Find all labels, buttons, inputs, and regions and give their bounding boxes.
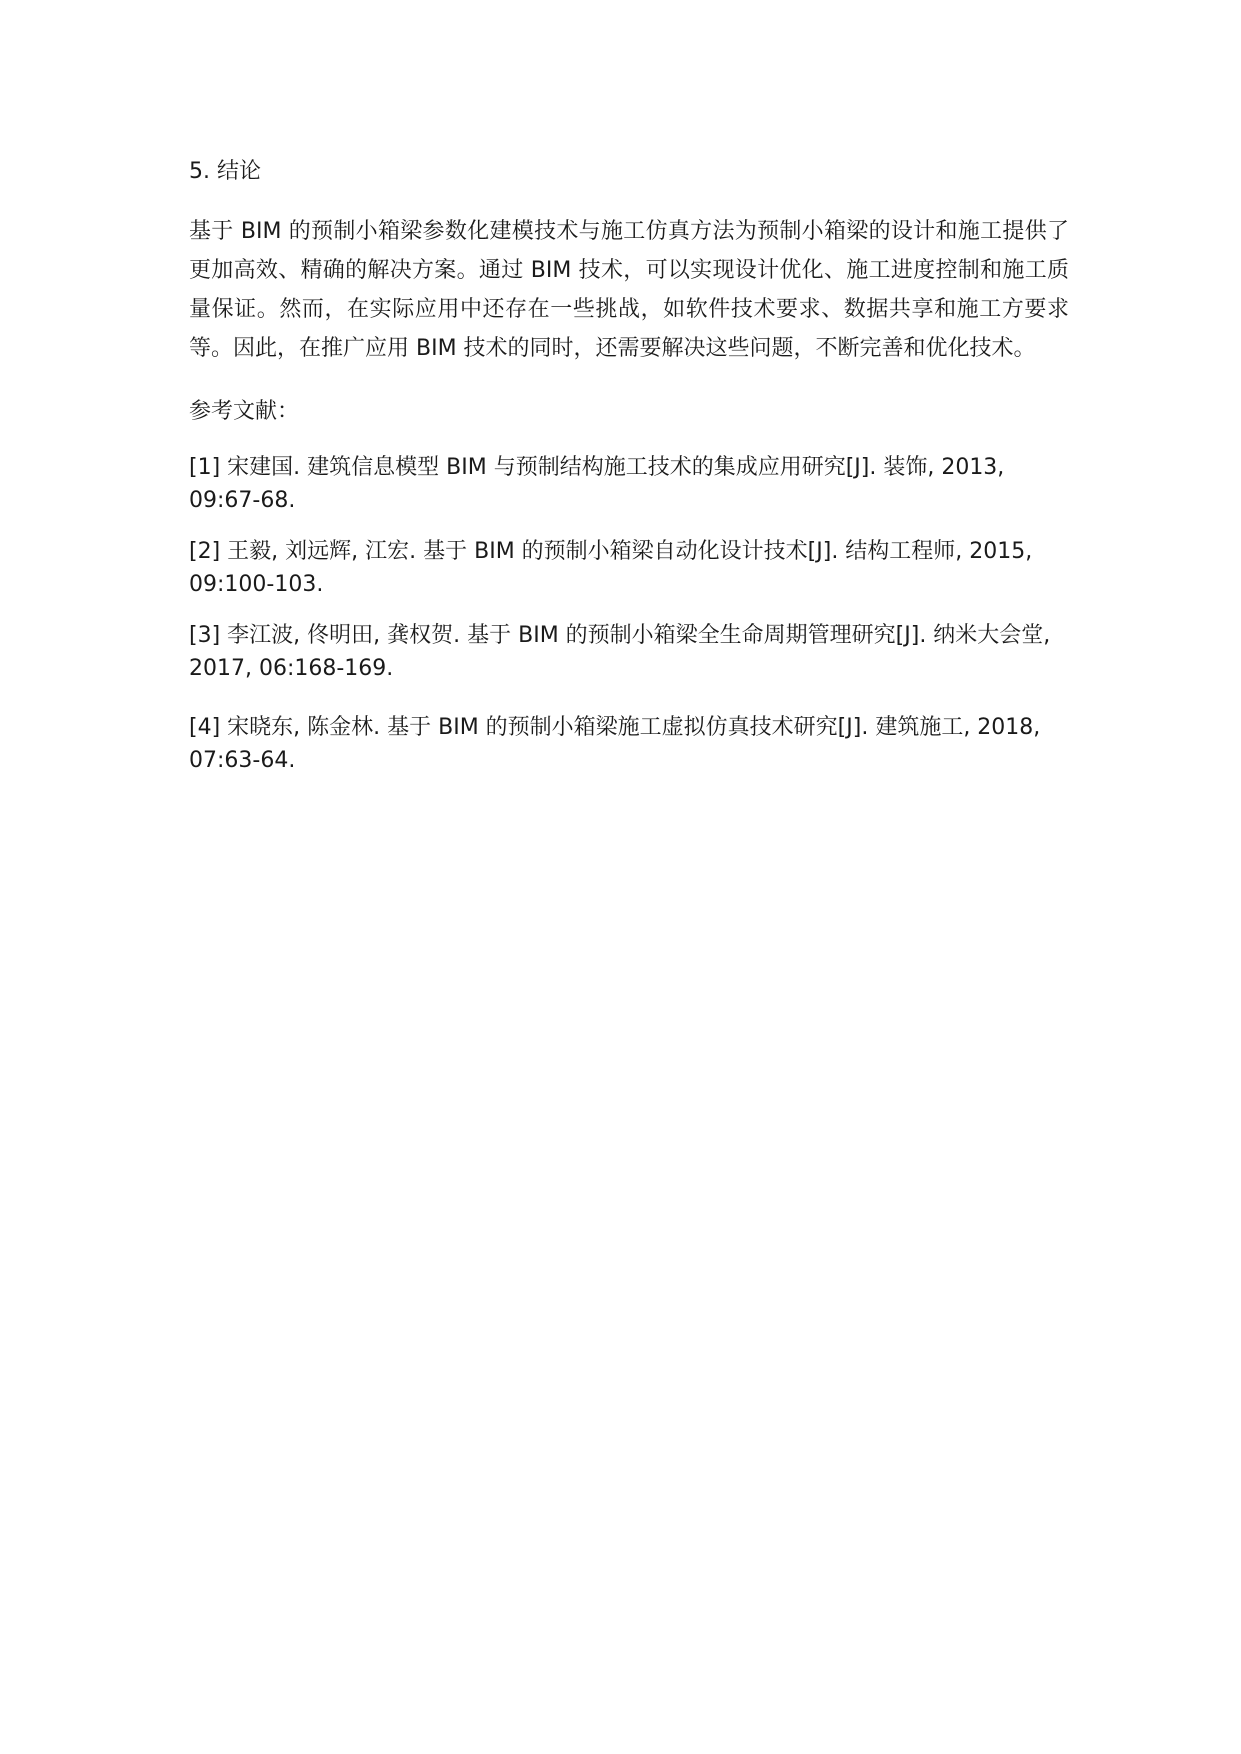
reference-item-3: [3] 李江波, 佟明田, 龚权贺. 基于 BIM 的预制小箱梁全生命周期管理研究[J]. 纳米大会堂, 2017, 06:168-169. — [189, 623, 1051, 681]
section-heading: 5. 结论 — [189, 159, 261, 184]
reference-item-1: [1] 宋建国. 建筑信息模型 BIM 与预制结构施工技术的集成应用研究[J]. 装饰, 2013, 09:67-68. — [189, 455, 1005, 513]
reference-list — [189, 451, 1069, 777]
conclusion-paragraph: 基于 BIM 的预制小箱梁参数化建模技术与施工仿真方法为预制小箱梁的设计和施工提供了更加高效、精确的解决方案。通过 BIM 技术，可以实现设计优化、施工进度控制和施工质量保证。然而，在实际应用中还存在一些挑战，如软件技术要求、数据共享和施工方要求等。因此，在推广应用 BIM 技术的同时，还需要解决这些问题，不断完善和优化技术。 — [189, 219, 1069, 361]
page-content — [189, 156, 1069, 795]
reference-item-4: [4] 宋晓东, 陈金林. 基于 BIM 的预制小箱梁施工虚拟仿真技术研究[J]. 建筑施工, 2018, 07:63-64. — [189, 715, 1041, 773]
reference-item-2: [2] 王毅, 刘远辉, 江宏. 基于 BIM 的预制小箱梁自动化设计技术[J]. 结构工程师, 2015, 09:100-103. — [189, 539, 1033, 597]
references-label: 参考文献： — [189, 399, 300, 424]
